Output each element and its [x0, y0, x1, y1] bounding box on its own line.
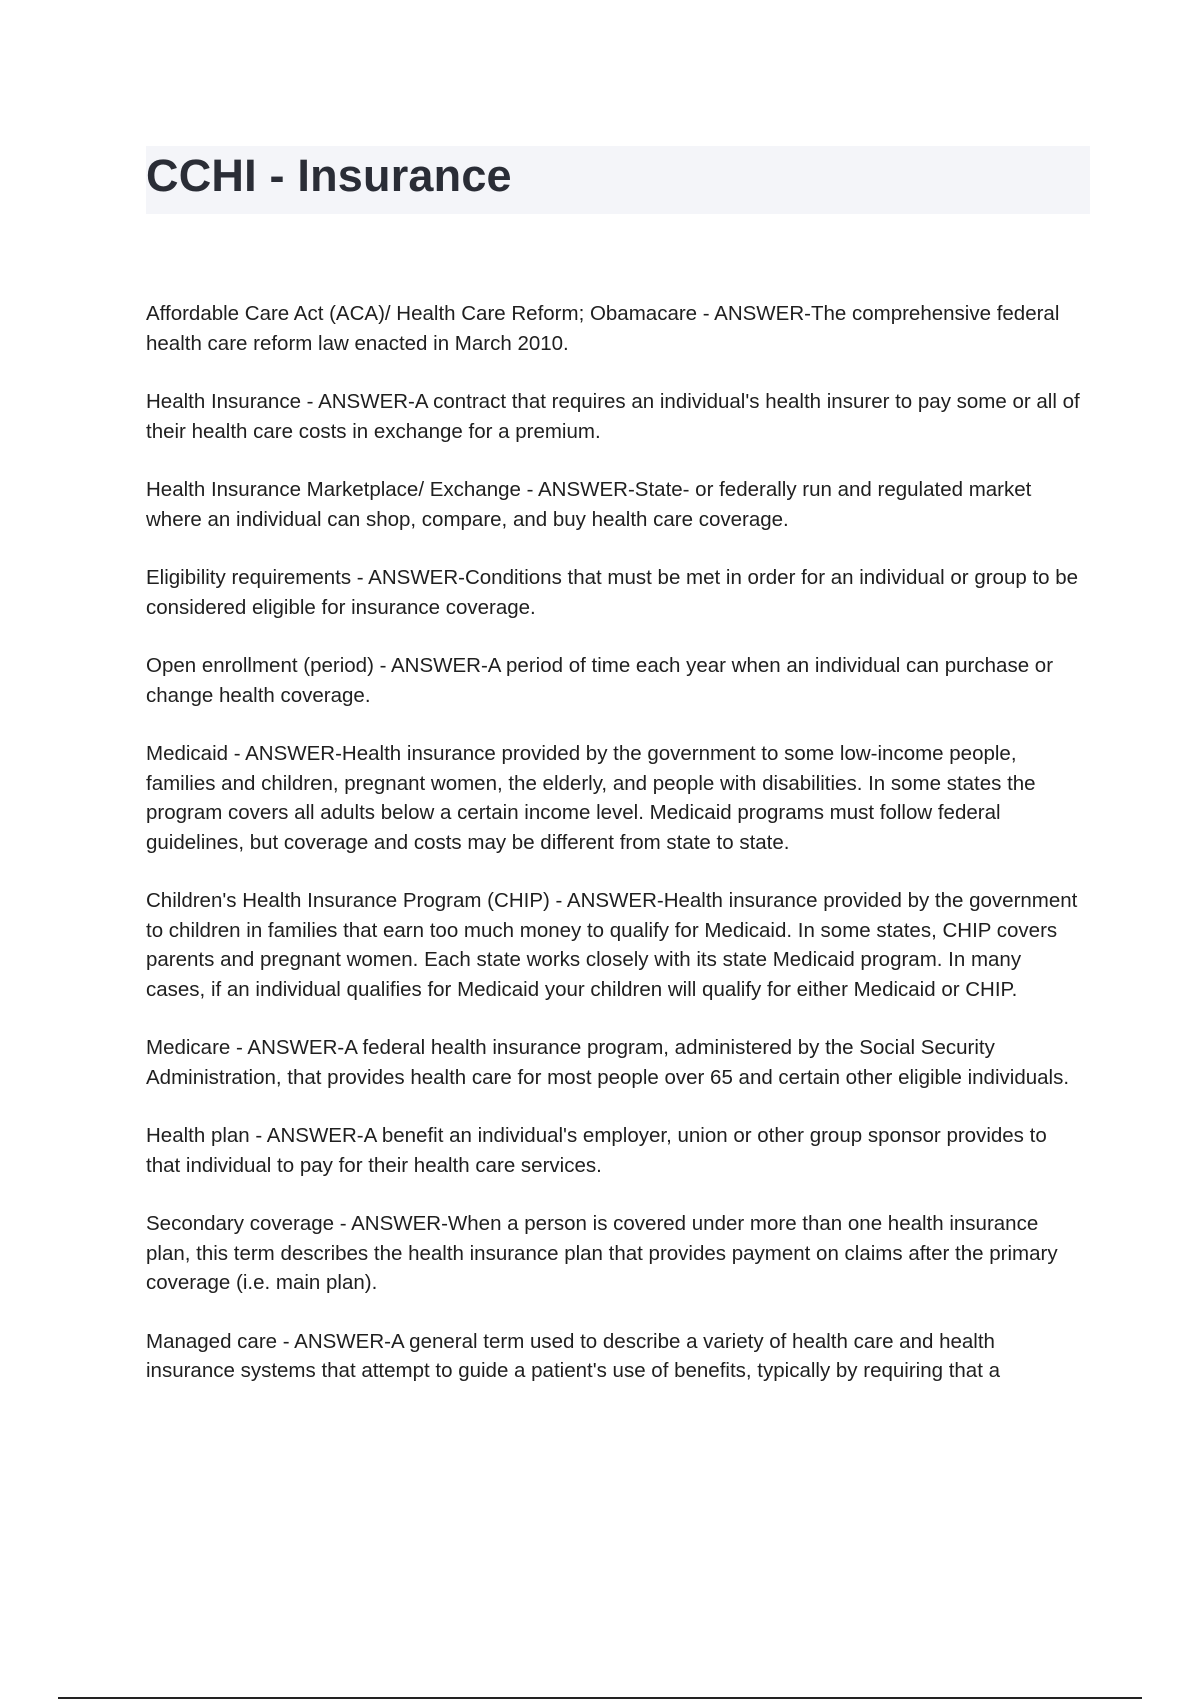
qa-item-health-insurance: Health Insurance - ANSWER-A contract that requires an individual's health insurer to pay some or all of their health care costs in exchange for a premium. [146, 390, 1080, 443]
title-band [146, 146, 1090, 214]
qa-item-aca: Affordable Care Act (ACA)/ Health Care Reform; Obamacare - ANSWER-The comprehensive federal health care reform law enacted in March 2010. [146, 302, 1060, 355]
qa-item-medicaid: Medicaid - ANSWER-Health insurance provided by the government to some low-income people, families and children, pregnant women, the elderly, and people with disabilities. In some states the program covers all adults below a certain income level. Medicaid programs must follow federal guidelines, but coverage and costs may be different from state to state. [146, 742, 1036, 854]
qa-item-eligibility: Eligibility requirements - ANSWER-Conditions that must be met in order for an individual or group to be considered eligible for insurance coverage. [146, 566, 1079, 619]
qa-item-health-plan: Health plan - ANSWER-A benefit an individual's employer, union or other group sponsor provides to that individual to pay for their health care services. [146, 1124, 1047, 1177]
qa-list [146, 299, 1086, 1415]
qa-item-secondary-coverage: Secondary coverage - ANSWER-When a person is covered under more than one health insurance plan, this term describes the health insurance plan that provides payment on claims after the primary coverage (i.e. main plan). [146, 1212, 1058, 1294]
qa-item-chip: Children's Health Insurance Program (CHIP) - ANSWER-Health insurance provided by the government to children in families that earn too much money to qualify for Medicaid. In some states, CHIP covers parents and pregnant women. Each state works closely with its state Medicaid program. In many cases, if an individual qualifies for Medicaid your children will qualify for either Medicaid or CHIP. [146, 889, 1078, 1001]
qa-item-medicare: Medicare - ANSWER-A federal health insurance program, administered by the Social Security Administration, that provides health care for most people over 65 and certain other eligible individuals. [146, 1036, 1070, 1089]
qa-item-managed-care: Managed care - ANSWER-A general term used to describe a variety of health care and health insurance systems that attempt to guide a patient's use of benefits, typically by requiring that a [146, 1329, 1000, 1382]
document-title: CCHI - Insurance [146, 150, 512, 201]
qa-item-marketplace: Health Insurance Marketplace/ Exchange - ANSWER-State- or federally run and regulated market where an individual can shop, compare, and buy health care coverage. [146, 478, 1032, 531]
footer-divider [58, 1697, 1142, 1699]
qa-item-open-enrollment: Open enrollment (period) - ANSWER-A period of time each year when an individual can purchase or change health coverage. [146, 654, 1054, 707]
